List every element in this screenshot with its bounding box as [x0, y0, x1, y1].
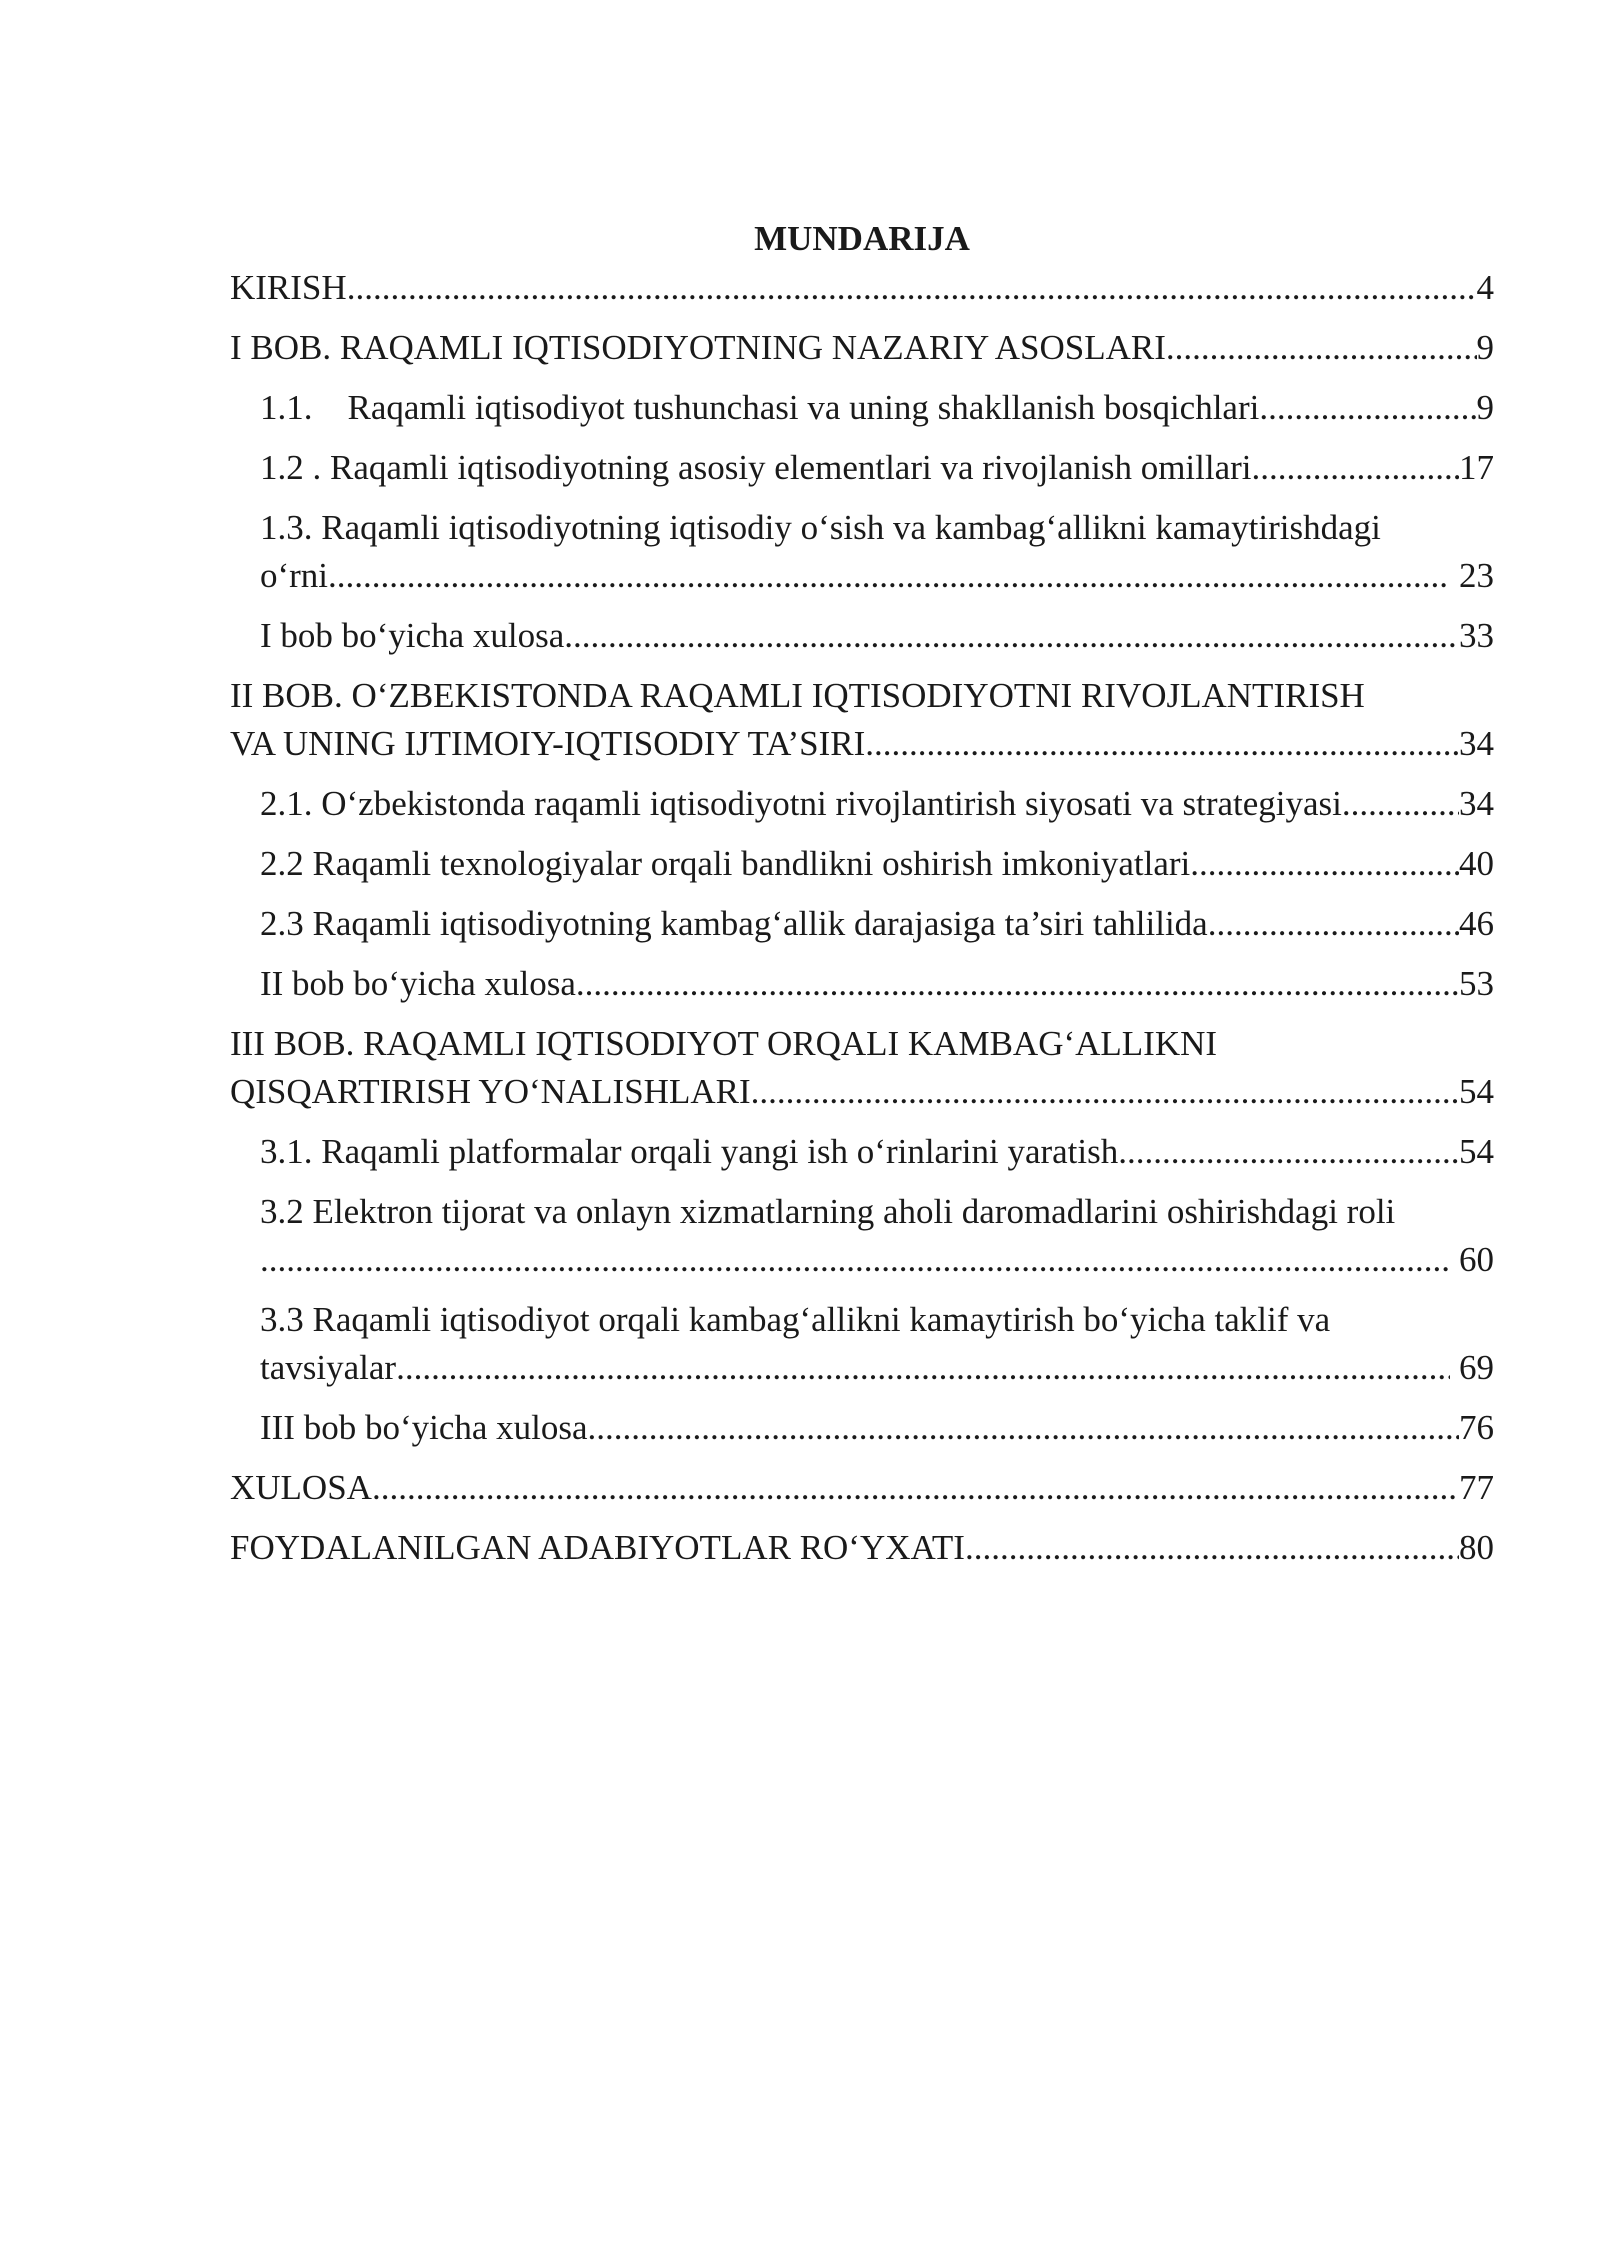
toc-page-number: 77: [1459, 1468, 1494, 1507]
toc-page-number: 46: [1459, 904, 1494, 943]
toc-page-number: 34: [1459, 784, 1494, 823]
toc-entry: [230, 1524, 1494, 1572]
dot-leader: [576, 960, 1459, 1008]
toc-entry-text: 2.1. O‘zbekistonda raqamli iqtisodiyotni rivojlantirish siyosati va strategiyasi.: [260, 784, 1351, 823]
toc-entry: [230, 1188, 1494, 1284]
toc-entry-line: [260, 840, 1494, 888]
toc-entry-line: [260, 444, 1494, 492]
dot-leader: [588, 1404, 1459, 1452]
toc-entry-text-first-line: 3.3 Raqamli iqtisodiyot orqali kambag‘allikni kamaytirish bo‘yicha taklif va: [260, 1300, 1331, 1339]
dot-leader: [564, 612, 1459, 660]
toc-entry-line: [230, 324, 1494, 372]
toc-entry: [230, 672, 1494, 768]
dot-leader: [396, 1344, 1450, 1392]
toc-page-number: 76: [1459, 1408, 1494, 1447]
toc-entry-text: 1.1. Raqamli iqtisodiyot tushunchasi va uning shakllanish bosqichlari: [260, 388, 1260, 427]
toc-entry-text: I BOB. RAQAMLI IQTISODIYOTNING NAZARIY ASOSLARI: [230, 328, 1166, 367]
toc-page-number: 9: [1476, 388, 1494, 427]
toc-entry-line: [230, 720, 1494, 768]
dot-leader: [965, 1524, 1459, 1572]
toc-entry-text: II bob bo‘yicha xulosa: [260, 964, 576, 1003]
toc-list: [230, 264, 1494, 1572]
toc-entry-line: [260, 1128, 1494, 1176]
dot-leader: [1166, 324, 1477, 372]
toc-entry-text-first-line: II BOB. O‘ZBEKISTONDA RAQAMLI IQTISODIYOTNI RIVOJLANTIRISH: [230, 676, 1365, 715]
dot-leader: [1351, 780, 1459, 828]
toc-entry-line: [260, 780, 1494, 828]
table-of-contents: [230, 214, 1494, 1584]
toc-entry-text: FOYDALANILGAN ADABIYOTLAR RO‘YXATI: [230, 1528, 965, 1567]
toc-page-number: 4: [1476, 268, 1494, 307]
toc-entry: [230, 612, 1494, 660]
toc-entry: [230, 324, 1494, 372]
dot-leader: [1259, 384, 1476, 432]
toc-page-number: 23: [1450, 556, 1494, 595]
toc-entry-line: [230, 264, 1494, 312]
toc-title: MUNDARIJA: [754, 219, 970, 258]
toc-entry-line: [230, 1068, 1494, 1116]
toc-entry-line: [260, 384, 1494, 432]
toc-entry: [230, 900, 1494, 948]
toc-entry-text-first-line: 3.2 Elektron tijorat va onlayn xizmatlarning aholi daromadlarini oshirishdagi roli: [260, 1192, 1396, 1231]
dot-leader: [751, 1068, 1459, 1116]
toc-entry: [230, 1404, 1494, 1452]
toc-entry-text: tavsiyalar: [260, 1348, 397, 1387]
toc-entry: [230, 1128, 1494, 1176]
toc-entry-text: o‘rni: [260, 556, 329, 595]
toc-entry: [230, 840, 1494, 888]
dot-leader: [1190, 840, 1459, 888]
toc-page-number: 69: [1450, 1348, 1494, 1387]
toc-entry: [230, 384, 1494, 432]
toc-entry-line: [230, 1524, 1494, 1572]
toc-page-number: 53: [1459, 964, 1494, 1003]
toc-entry-text: 2.2 Raqamli texnologiyalar orqali bandlikni oshirish imkoniyatlari: [260, 844, 1191, 883]
toc-entry-text: 1.2 . Raqamli iqtisodiyotning asosiy elementlari va rivojlanish omillari: [260, 448, 1252, 487]
toc-entry-text: VA UNING IJTIMOIY-IQTISODIY TA’SIRI: [230, 724, 866, 763]
toc-page-number: 54: [1459, 1132, 1494, 1171]
dot-leader: [328, 552, 1450, 600]
dot-leader: [260, 1236, 1450, 1284]
toc-page-number: 40: [1459, 844, 1494, 883]
dot-leader: [372, 1464, 1459, 1512]
toc-entry-text: I bob bo‘yicha xulosa: [260, 616, 565, 655]
toc-entry-text-first-line: 1.3. Raqamli iqtisodiyotning iqtisodiy o‘sish va kambag‘allikni kamaytirishdagi: [260, 508, 1381, 547]
toc-entry-line: [260, 1404, 1494, 1452]
toc-entry-line: [260, 552, 1494, 600]
toc-page-number: 60: [1450, 1240, 1494, 1279]
toc-entry: [230, 444, 1494, 492]
toc-page-number: 80: [1459, 1528, 1494, 1567]
toc-page-number: 17: [1459, 448, 1494, 487]
toc-entry-text: 2.3 Raqamli iqtisodiyotning kambag‘allik darajasiga ta’siri tahlilida: [260, 904, 1208, 943]
toc-entry-line: [260, 960, 1494, 1008]
dot-leader: [347, 264, 1477, 312]
toc-entry: [230, 1296, 1494, 1392]
toc-entry-text: III bob bo‘yicha xulosa: [260, 1408, 588, 1447]
toc-entry-line: [260, 1236, 1494, 1284]
dot-leader: [1252, 444, 1459, 492]
toc-entry-text: XULOSA: [230, 1468, 372, 1507]
toc-entry: [230, 1464, 1494, 1512]
toc-entry-text: QISQARTIRISH YO‘NALISHLARI: [230, 1072, 751, 1111]
toc-entry-line: [260, 612, 1494, 660]
toc-page-number: 34: [1459, 724, 1494, 763]
dot-leader: [1118, 1128, 1459, 1176]
dot-leader: [1208, 900, 1459, 948]
toc-page-number: 54: [1459, 1072, 1494, 1111]
toc-entry: [230, 504, 1494, 600]
toc-entry-text-first-line: III BOB. RAQAMLI IQTISODIYOT ORQALI KAMBAG‘ALLIKNI: [230, 1024, 1218, 1063]
toc-entry-line: [260, 900, 1494, 948]
toc-entry-line: [260, 1344, 1494, 1392]
toc-entry: [230, 780, 1494, 828]
toc-page-number: 9: [1476, 328, 1494, 367]
toc-entry-text: 3.1. Raqamli platformalar orqali yangi ish o‘rinlarini yaratish: [260, 1132, 1119, 1171]
toc-entry-text: KIRISH: [230, 268, 347, 307]
toc-entry-line: [230, 1464, 1494, 1512]
toc-page-number: 33: [1459, 616, 1494, 655]
dot-leader: [865, 720, 1459, 768]
toc-entry: [230, 960, 1494, 1008]
toc-entry: [230, 1020, 1494, 1116]
toc-entry: [230, 264, 1494, 312]
